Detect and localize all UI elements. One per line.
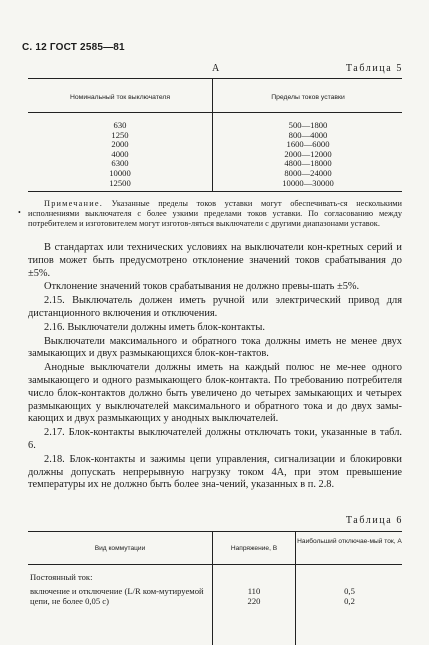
table5-letter: А <box>212 63 220 74</box>
note-text: Указанные пределы токов уставки могут обеспечивать-ся несколькими исполнениями выключателя с более узкими пределами токов уставки. По согласованию между потребителем и изготовителем могут изготов-ляться выключатели с другими диапазонами уставок. <box>28 199 402 229</box>
paragraph: Анодные выключатели должны иметь на каждый полюс не ме-нее одного замыкающего и одного размыкающего блок-контакта. По требованию потребителя число блок-контактов должно быть увеличено до четырех замыкающих и четырех размыкающих у выключателей максимального и обратного тока и до двух замы-кающих и двух размыкающих у анодных выключателей. <box>28 362 402 425</box>
table5-column-divider <box>212 78 213 191</box>
body-text <box>28 242 402 493</box>
table6-header-rule <box>28 564 402 565</box>
margin-mark: • <box>18 208 21 217</box>
paragraph: 2.18. Блок-контакты и зажимы цепи управления, сигнализации и блокировки должны допускать непрерывную нагрузку током 4А, при этом превышение температуры их не должно быть более зна-чений, указанных в п. 2.8. <box>28 453 402 491</box>
table5-number: Таблица 5 <box>345 63 403 74</box>
table6-row-label: включение и отключение (L/R ком-мутируемой цепи, не более 0,05 с) <box>30 586 204 606</box>
note-label: Примечание. <box>44 199 103 208</box>
table5-note <box>28 199 402 230</box>
paragraph: 2.16. Выключатели должны иметь блок-контакты. <box>44 321 265 333</box>
table6-divider-2 <box>295 531 296 645</box>
table6-col2-header: Напряжение, В <box>230 545 278 552</box>
table5-col2-header: Пределы токов уставки <box>271 94 345 101</box>
table5-top-rule <box>28 78 402 79</box>
page-header: С. 12 ГОСТ 2585—81 <box>22 42 125 53</box>
table6-currents: 0,5 0,2 <box>344 586 355 606</box>
table5-col1-header: Номинальный ток выключателя <box>69 94 171 101</box>
paragraph: В стандартах или технических условиях на выключатели кон-кретных серий и типов может быть предусмотрено отклонение значений токов срабатывания до ±5%. <box>28 242 402 279</box>
table5-bottom-rule <box>28 191 402 192</box>
table5-currents: 630 1250 2000 4000 6300 10000 12500 <box>109 120 131 188</box>
paragraph: Отклонение значений токов срабатывания не должно превы-шать ±5%. <box>44 281 360 293</box>
paragraph: Выключатели максимального и обратного тока должны иметь не менее двух замыкающих и двух размыкающихся блок-кон-тактов. <box>28 335 402 360</box>
table6-voltages: 110 220 <box>247 586 261 606</box>
table5-ranges: 500—1800 800—4000 1600—6000 2000—12000 4800—18000 8000—24000 10000—30000 <box>282 120 334 188</box>
paragraph: 2.17. Блок-контакты выключателей должны отключать токи, указанные в табл. 6. <box>28 427 402 451</box>
table5-header-rule <box>28 112 402 113</box>
table6-number: Таблица 6 <box>345 515 403 526</box>
table6-section: Постоянный ток: <box>30 572 93 582</box>
table6-col1-header: Вид коммутации <box>94 545 146 552</box>
table6-col3-header: Наибольший отключае-мый ток, А <box>297 538 402 545</box>
table6-divider-1 <box>212 531 213 645</box>
paragraph: 2.15. Выключатель должен иметь ручной или электрический привод для дистанционного включения и отключения. <box>28 295 402 319</box>
table6-top-rule <box>28 531 402 532</box>
